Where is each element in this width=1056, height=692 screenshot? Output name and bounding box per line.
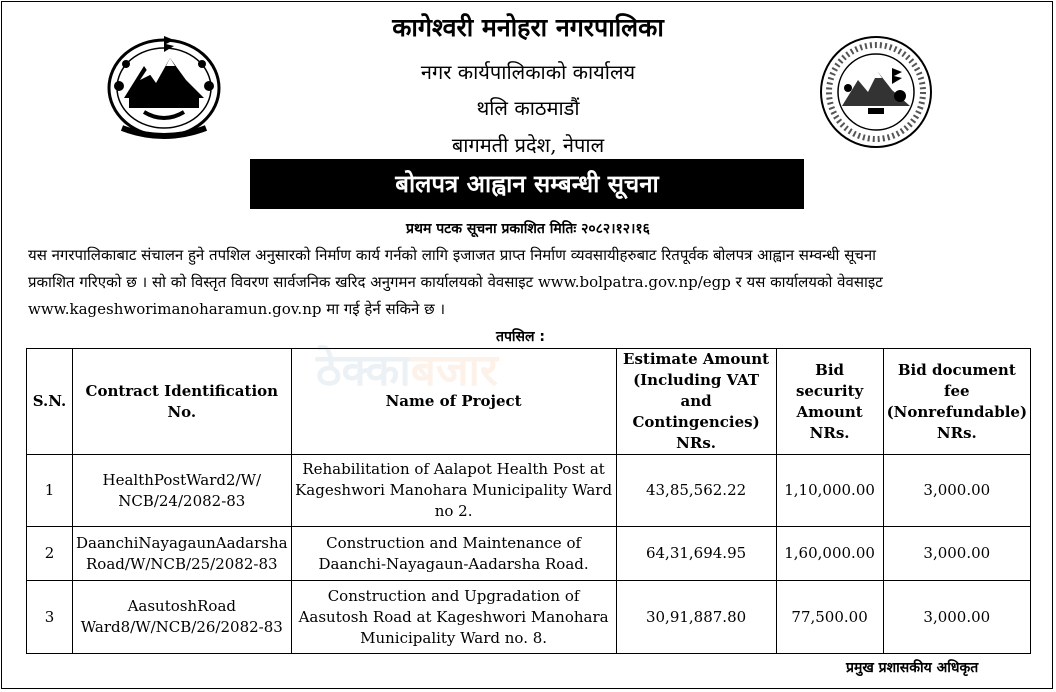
cell-project-name: Construction and Maintenance of Daanchi-Nayagaun-Aadarsha Road. <box>291 527 616 581</box>
details-label: तपसिल : <box>496 329 545 345</box>
bid-notice-table <box>26 348 1031 654</box>
cell-document-fee: 3,000.00 <box>883 527 1030 581</box>
cell-bid-security: 1,10,000.00 <box>776 455 883 527</box>
cell-estimate-amount: 43,85,562.22 <box>616 455 776 527</box>
notice-title-banner: बोलपत्र आह्वान सम्बन्धी सूचना <box>250 159 804 209</box>
header-estimate-amount: Estimate Amount (Including VAT and Contingencies) NRs. <box>616 349 776 455</box>
notice-body-line-1: यस नगरपालिकाबाट संचालन हुने तपशिल अनुसारको निर्माण कार्य गर्नको लागि इजाजत प्राप्त निर्माण व्यवसायीहरुबाट रितपूर्वक बोलपत्र आह्वान सम्वन्धी सूचना <box>28 246 877 264</box>
cell-sn: 3 <box>27 581 73 654</box>
cell-estimate-amount: 30,91,887.80 <box>616 581 776 654</box>
nepal-government-emblem-icon <box>104 28 224 143</box>
publish-date-line: प्रथम पटक सूचना प्रकाशित मितिः २०८२।१२।१६ <box>406 221 650 237</box>
watermark-text-1: ठेक्का <box>316 345 411 396</box>
header-bid-security: Bid security Amount NRs. <box>776 349 883 455</box>
cell-bid-security: 1,60,000.00 <box>776 527 883 581</box>
cell-contract-id: HealthPostWard2/W/ NCB/24/2082-83 <box>73 455 292 527</box>
cell-contract-id: AasutoshRoad Ward8/W/NCB/26/2082-83 <box>73 581 292 654</box>
cell-sn: 2 <box>27 527 73 581</box>
table-row <box>27 527 1031 581</box>
cell-sn: 1 <box>27 455 73 527</box>
header-document-fee: Bid document fee (Nonrefundable) NRs. <box>883 349 1030 455</box>
table-row <box>27 581 1031 654</box>
cell-document-fee: 3,000.00 <box>883 581 1030 654</box>
watermark-text-2: बजार <box>410 345 498 396</box>
cell-project-name: Construction and Upgradation of Aasutosh Road at Kageshwori Manohara Municipality Ward no. 8. <box>291 581 616 654</box>
header-project-name: Name of Project <box>291 349 616 455</box>
cell-document-fee: 3,000.00 <box>883 455 1030 527</box>
organization-name: कागेश्वरी मनोहरा नगरपालिका <box>392 13 664 42</box>
table-row <box>27 455 1031 527</box>
header-sn: S.N. <box>27 349 73 455</box>
cell-bid-security: 77,500.00 <box>776 581 883 654</box>
cell-project-name: Rehabilitation of Aalapot Health Post at Kageshwori Manohara Municipality Ward no 2. <box>291 455 616 527</box>
province-country: बागमती प्रदेश, नेपाल <box>451 133 605 157</box>
signoff-title: प्रमुख प्रशासकीय अधिकृत <box>846 660 979 676</box>
header-contract-id: Contract Identification No. <box>73 349 292 455</box>
cell-contract-id: DaanchiNayagaunAadarsha Road/W/NCB/25/2082-83 <box>73 527 292 581</box>
table-header-row <box>27 349 1031 455</box>
notice-body-line-2: प्रकाशित गरिएको छ । सो को विस्तृत विवरण सार्वजनिक खरिद अनुगमन कार्यालयको वेवसाइट www.bolpatra.gov.np/egp र यस कार्यालयको वेवसाइट <box>28 273 883 291</box>
office-name: नगर कार्यपालिकाको कार्यालय <box>420 60 636 84</box>
watermark <box>316 338 498 398</box>
office-location: थलि काठमाडौं <box>476 96 580 120</box>
notice-body-line-3: www.kageshworimanoharamun.gov.np मा गई हेर्न सकिने छ । <box>28 300 446 318</box>
cell-estimate-amount: 64,31,694.95 <box>616 527 776 581</box>
